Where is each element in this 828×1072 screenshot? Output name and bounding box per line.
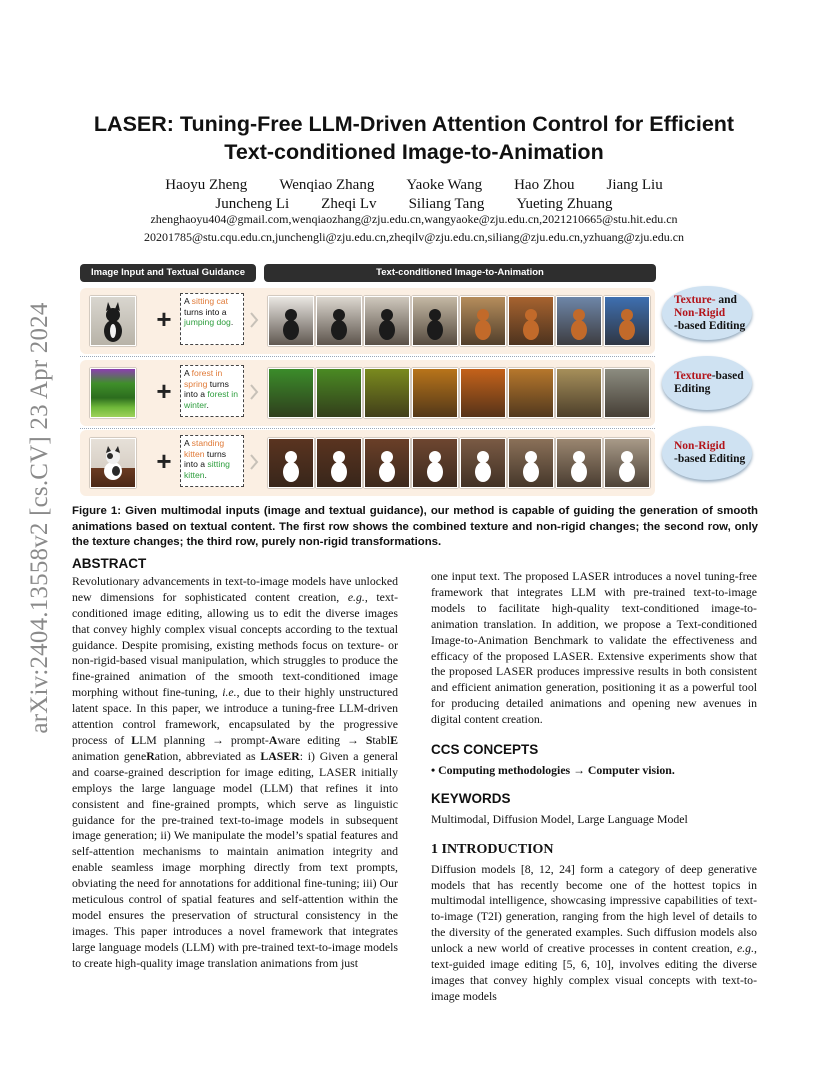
label-text: -based: [711, 370, 744, 382]
keywords-heading: KEYWORDS: [431, 790, 511, 806]
prompt-keyword: sitting kitten: [184, 459, 230, 480]
figure-row-2: [80, 360, 655, 426]
author: Hao Zhou: [514, 177, 575, 193]
author: Yaoke Wang: [406, 177, 483, 193]
emails-line-1: zhenghaoyu404@gmail.com,wenqiaozhang@zju.edu.cn,wangyaoke@zju.edu.cn,2021210665@stu.hit.edu.cn: [150, 212, 678, 226]
text-prompt: [180, 435, 244, 487]
animation-frame: [556, 368, 602, 418]
abstract-body: Revolutionary advancements in text-to-image models have unlocked new dimensions for sophisticated content creation, e.g., text-conditioned image editing, allowing us to edit the diverse images that convey highly complex visual concepts according to the textual guidance. Despite promising, existing methods focus on texture- or non-rigid-based visual manipulation, which struggles to produce the fine-grained animation of the smooth text-conditioned image morphing without fine-tuning, i.e., due to their highly unstructured latent space. In this paper, we introduce a tuning-free LLM-driven attention control framework, encapsulated by the progressive process of LLM planning → prompt-Aware editing → StablE animation geneRation, abbreviated as LASER: i) Given a general and coarse-grained description for image editing, LASER initially employs the large language model (LLM) that refines it into consistent and fine-grained prompts, which serve as linguistic guidance for the pre-trained text-to-image models in subsequent image generation; ii) We manipulate the model’s spatial features and self-attention mechanisms to maintain animation integrity and enable seamless image morphing directly from text prompts, obviating the need for annotations for additional fine-tuning; iii) Our meticulous control of spatial features and self-attention within the model ensures the preservation of structural consistency in the images. This paper introduces a novel framework that integrates large language models (LLM) with pre-trained text-to-image models to create high-quality image translation animations from just: [72, 573, 399, 970]
keywords-text: Multimodal, Diffusion Model, Large Language Model: [431, 811, 688, 826]
prompt-keyword: forest in winter: [184, 389, 238, 410]
figure-row-1: [80, 288, 655, 354]
figure-caption: Figure 1: Given multimodal inputs (image and textual guidance), our method is capable of guiding the generation of smooth animations based on textual content. The first row shows the combined texture and non-rigid changes; the second row, only the texture changes; the third row, purely non-rigid transformations.: [72, 505, 758, 548]
plus-icon: +: [156, 376, 172, 406]
author: Jiang Liu: [606, 177, 663, 193]
prompt-text: .: [204, 469, 207, 480]
introduction-body: Diffusion models [8, 12, 24] form a category of deep generative models that has recently become one of the hottest topics in multimodal intelligence, showcasing impressive capabilities of text-to-image (T2I) generation, ranging from the high level of details to the diversity of the generated examples. Such diffusion models also unlock a new world of creative processes in content creation, e.g., text-guided image editing [5, 6, 10], involves editing the diverse images that convey highly complex visual concepts with text-to-image models: [431, 861, 757, 1003]
prompt-text: A: [184, 438, 192, 448]
paper-title: [60, 110, 768, 166]
animation-frame: [316, 296, 362, 346]
prompt-text: .: [206, 399, 209, 410]
prompt-keyword: forest in spring: [184, 368, 223, 389]
animation-frame: [412, 296, 458, 346]
prompt-text: turns into a: [184, 306, 227, 317]
prompt-text: .: [230, 317, 234, 328]
animation-frame: [316, 438, 362, 488]
prompt-keyword: sitting cat: [191, 296, 228, 306]
chevron-right-icon: [249, 454, 259, 470]
author: Wenqiao Zhang: [279, 177, 375, 193]
animation-frame: [268, 368, 314, 418]
label-text: Non-Rigid: [674, 306, 726, 319]
abstract-heading: ABSTRACT: [72, 556, 147, 571]
introduction-heading: 1 INTRODUCTION: [431, 841, 554, 857]
animation-frame: [604, 438, 650, 488]
animation-frame: [508, 296, 554, 346]
animation-frame: [556, 296, 602, 346]
label-text: Non-Rigid: [674, 440, 726, 452]
figure-1: [72, 264, 762, 494]
plus-icon: +: [156, 304, 172, 334]
title-line-1: LASER: Tuning-Free LLM-Driven Attention Control for Efficient: [93, 112, 735, 136]
editing-type-label: [662, 286, 752, 340]
animation-frame: [460, 368, 506, 418]
left-column: [72, 556, 398, 972]
row-divider: [80, 356, 655, 357]
prompt-keyword: standing kitten: [184, 438, 225, 459]
animation-frame: [268, 438, 314, 488]
arxiv-identifier: arXiv:2404.13558v2 [cs.CV] 23 Apr 2024: [26, 302, 53, 734]
animation-frame: [412, 438, 458, 488]
label-text: Texture-: [674, 293, 716, 306]
editing-type-label: [662, 426, 752, 480]
title-line-2: Text-conditioned Image-to-Animation: [224, 140, 604, 164]
animation-frame: [460, 296, 506, 346]
author: Juncheng Li: [215, 196, 290, 212]
emails-line-2: 20201785@stu.cqu.edu.cn,junchengli@zju.edu.cn,zheqilv@zju.edu.cn,siliang@zju.edu.cn,yzhuang@zju.edu.cn: [143, 230, 685, 244]
figure-header-input: Image Input and Textual Guidance: [80, 264, 256, 282]
label-text: -based Editing: [674, 319, 746, 332]
input-image: [90, 296, 136, 346]
text-prompt: [180, 365, 244, 417]
author: Siliang Tang: [408, 196, 485, 212]
chevron-right-icon: [249, 312, 259, 328]
label-text: -based Editing: [674, 453, 746, 465]
authors-row-1: [80, 175, 748, 195]
figure-header-animation: Text-conditioned Image-to-Animation: [264, 264, 656, 282]
animation-frame: [604, 368, 650, 418]
prompt-text: A: [184, 296, 192, 306]
row-divider: [80, 428, 655, 429]
plus-icon: +: [156, 446, 172, 476]
text-prompt: [180, 293, 244, 345]
figure-row-3: [80, 430, 655, 496]
chevron-right-icon: [249, 384, 259, 400]
author: Zheqi Lv: [321, 196, 377, 212]
animation-frame: [556, 438, 602, 488]
animation-frame: [460, 438, 506, 488]
animation-frame: [364, 438, 410, 488]
animation-frame: [364, 296, 410, 346]
ccs-heading: CCS CONCEPTS: [431, 742, 539, 758]
animation-frame: [364, 368, 410, 418]
animation-frame: [508, 438, 554, 488]
prompt-keyword: jumping dog: [184, 317, 231, 328]
author: Yueting Zhuang: [516, 196, 613, 212]
animation-frame: [508, 368, 554, 418]
input-image: [90, 368, 136, 418]
author: Haoyu Zheng: [165, 177, 248, 193]
input-image: [90, 438, 136, 488]
editing-type-label: [662, 356, 752, 410]
ccs-concepts: [431, 763, 757, 779]
prompt-text: turns into a: [184, 448, 227, 470]
label-text: Texture: [674, 370, 712, 382]
author-emails: [60, 210, 768, 246]
right-column: [431, 569, 757, 1005]
prompt-text: turns into a: [184, 378, 229, 400]
label-text: and: [715, 293, 737, 306]
prompt-text: A: [184, 368, 192, 378]
label-text: Editing: [674, 383, 711, 395]
animation-frame: [268, 296, 314, 346]
animation-frame: [316, 368, 362, 418]
arxiv-side-stamp: [20, 278, 60, 758]
animation-frame: [412, 368, 458, 418]
abstract-continuation: one input text. The proposed LASER introduces a novel tuning-free framework that integrates LLM with pre-trained text-to-image models to facilitate high-quality text-conditioned image-to-animation translation. In addition, we propose a Text-conditioned Image-to-Animation Benchmark to validate the effectiveness and efficacy of the proposed LASER. Extensive experiments show that the proposed LASER produces impressive results in both consistent and efficient animation generation, positioning it as a powerful tool for producing detailed animations and opening new avenues in digital content creation.: [431, 569, 757, 727]
animation-frame: [604, 296, 650, 346]
ccs-text: • Computing methodologies → Computer vision.: [431, 762, 675, 777]
